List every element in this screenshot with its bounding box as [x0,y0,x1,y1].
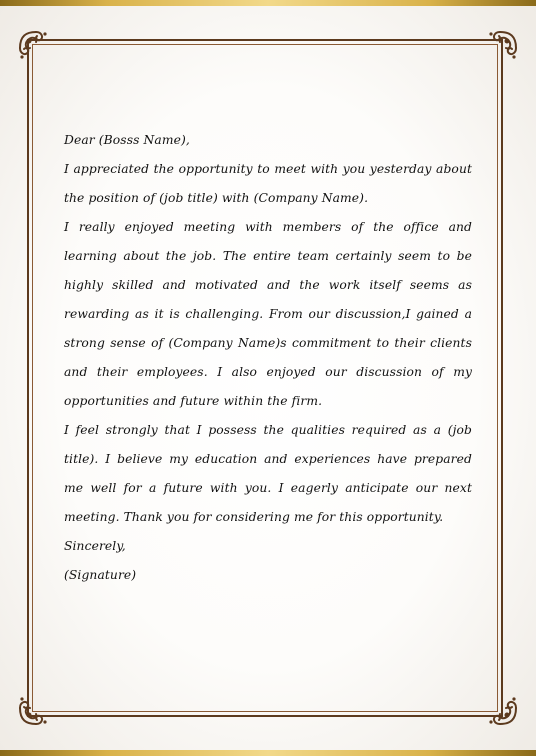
letter-salutation: Dear (Bosss Name), [64,133,190,147]
letter-page [0,6,536,750]
corner-ornament-icon [486,694,520,728]
letter-closing: Sincerely, [64,539,126,553]
bottom-gold-band [0,750,536,756]
corner-ornament-icon [16,694,50,728]
letter-body [64,126,472,590]
corner-ornament-icon [486,28,520,62]
corner-ornament-icon [16,28,50,62]
letter-paragraph: I really enjoyed meeting with members of the office and learning about the job. The entire team certainly seem to be highly skilled and motivated and the work itself seems as rewarding as it is challenging. From our discussion,I gained a strong sense of (Company Name)s commitment to their clients and their employees. I also enjoyed our discussion of my opportunities and future within the firm. [64,220,472,408]
letter-paragraph: I appreciated the opportunity to meet with you yesterday about the position of (job title) with (Company Name). [64,162,472,205]
letter-signature: (Signature) [64,568,137,582]
letter-paragraph: I feel strongly that I possess the qualities required as a (job title). I believe my education and experiences have prepared me well for a future with you. I eagerly anticipate our next meeting. Thank you for considering me for this opportunity. [64,423,472,524]
